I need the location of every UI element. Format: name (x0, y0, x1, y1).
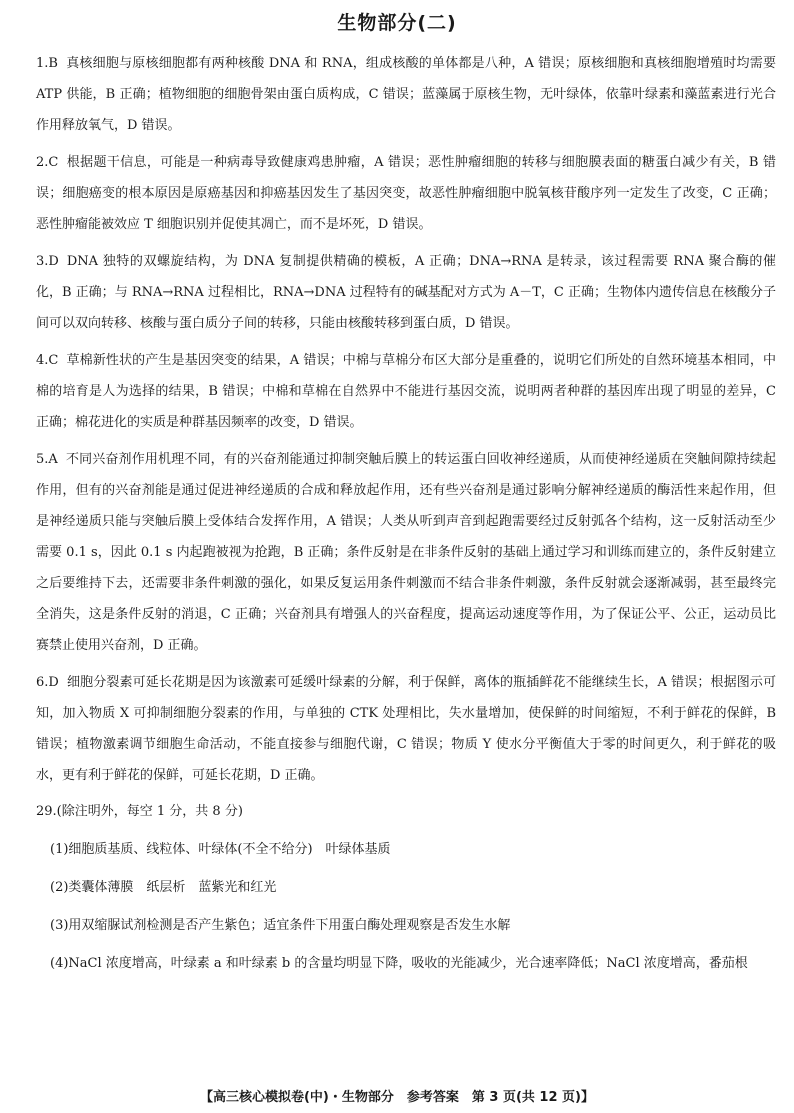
question-29-item-2: (2)类囊体薄膜 纸层析 蓝紫光和红光 (50, 880, 277, 895)
question-1 (36, 48, 776, 141)
question-29-header: 29.(除注明外，每空 1 分，共 8 分) (36, 804, 243, 819)
question-29-item-4: (4)NaCl 浓度增高，叶绿素 a 和叶绿素 b 的含量均明显下降，吸收的光能减少，光合速率降低；NaCl 浓度增高，番茄根 (50, 956, 748, 971)
page-title: 生物部分(二) (337, 12, 457, 34)
answer-text: 真核细胞与原核细胞都有两种核酸 DNA 和 RNA，组成核酸的单体都是八种，A 错误；原核细胞和真核细胞增殖时均需要 ATP 供能，B 正确；植物细胞的细胞骨架由蛋白质构成，C 错误；蓝藻属于原核生物，无叶绿体，依靠叶绿素和藻蓝素进行光合作用释放氧气，D 错误。 (36, 56, 776, 133)
answer-content (36, 48, 776, 979)
answer-text: 细胞分裂素可延长花期是因为该激素可延缓叶绿素的分解，利于保鲜，离体的瓶插鲜花不能继续生长，A 错误；根据图示可知，加入物质 X 可抑制细胞分裂素的作用，与单独的 CTK 处理相比，失水量增加，使保鲜的时间缩短，不利于鲜花的保鲜，B 错误；植物激素调节细胞生命活动，不能直接参与细胞代谢，C 错误；物质 Y 使水分平衡值大于零的时间更久，利于鲜花的吸水，更有利于鲜花的保鲜，可延长花期，D 正确。 (36, 675, 776, 783)
question-2 (36, 147, 776, 240)
answer-text: 草棉新性状的产生是基因突变的结果，A 错误；中棉与草棉分布区大部分是重叠的，说明它们所处的自然环境基本相同，中棉的培育是人为选择的结果，B 错误；中棉和草棉在自然界中不能进行基因交流，说明两者种群的基因库出现了明显的差异，C 正确；棉花进化的实质是种群基因频率的改变，D 错误。 (36, 353, 776, 430)
question-4 (36, 345, 776, 438)
answer-text: DNA 独特的双螺旋结构，为 DNA 复制提供精确的模板，A 正确；DNA→RNA 是转录，该过程需要 RNA 聚合酶的催化，B 正确；与 RNA→RNA 过程相比，RNA→DNA 过程特有的碱基配对方式为 A－T，C 正确；生物体内遗传信息在核酸分子间可以双向转移、核酸与蛋白质分子间的转移，只能由核酸转移到蛋白质，D 错误。 (36, 254, 776, 331)
answer-number: 4.C (36, 353, 59, 368)
answer-number: 2.C (36, 155, 59, 170)
answer-number: 3.D (36, 254, 59, 269)
answer-number: 6.D (36, 675, 59, 690)
question-29-item-1: (1)细胞质基质、线粒体、叶绿体(不全不给分) 叶绿体基质 (50, 842, 391, 857)
question-3 (36, 246, 776, 339)
question-29-item-3: (3)用双缩脲试剂检测是否产生紫色；适宜条件下用蛋白酶处理观察是否发生水解 (50, 918, 511, 933)
answer-number: 5.A (36, 452, 58, 467)
page-footer: 【高三核心模拟卷(中)・生物部分 参考答案 第 3 页(共 12 页)】 (199, 1090, 594, 1105)
question-5 (36, 444, 776, 661)
answer-text: 不同兴奋剂作用机理不同，有的兴奋剂能通过抑制突触后膜上的转运蛋白回收神经递质，从而使神经递质在突触间隙持续起作用，但有的兴奋剂能是通过促进神经递质的合成和释放起作用，还有些兴奋剂是通过影响分解神经递质的酶活性来起作用，但是神经递质只能与突触后膜上受体结合发挥作用，A 错误；人类从听到声音到起跑需要经过反射弧各个结构，这一反射活动至少需要 0.1 s，因此 0.1 s 内起跑被视为抢跑，B 正确；条件反射是在非条件反射的基础上通过学习和训练而建立的，条件反射建立之后要维持下去，还需要非条件刺激的强化，如果反复运用条件刺激而不结合非条件刺激，条件反射就会逐渐减弱，甚至最终完全消失，这是条件反射的消退，C 正确；兴奋剂具有增强人的兴奋程度，提高运动速度等作用，为了保证公平、公正，运动员比赛禁止使用兴奋剂，D 正确。 (36, 452, 776, 653)
answer-text: 根据题干信息，可能是一种病毒导致健康鸡患肿瘤，A 错误；恶性肿瘤细胞的转移与细胞膜表面的糖蛋白减少有关，B 错误；细胞癌变的根本原因是原癌基因和抑癌基因发生了基因突变，故恶性肿瘤细胞中脱氧核苷酸序列一定发生了改变，C 正确；恶性肿瘤能被效应 T 细胞识别并促使其凋亡，而不是坏死，D 错误。 (36, 155, 776, 232)
answer-number: 1.B (36, 56, 58, 71)
question-6 (36, 667, 776, 791)
